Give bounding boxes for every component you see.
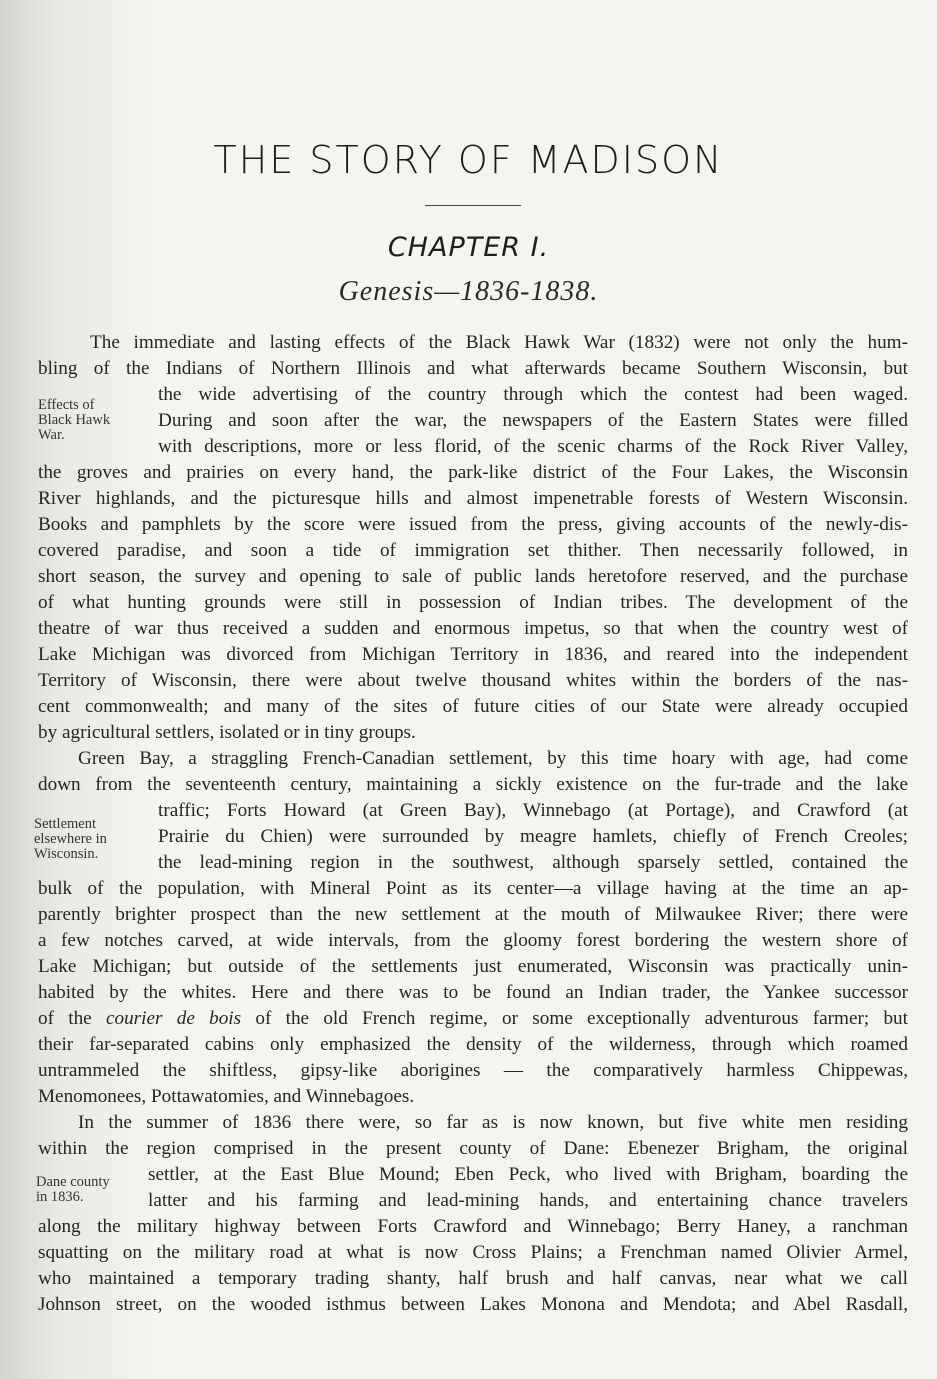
body-line: short season, the survey and opening to sale of public lands heretofore reserved, and the purchase [38, 566, 908, 587]
body-line: Lake Michigan was divorced from Michigan Territory in 1836, and reared into the independent [38, 644, 908, 665]
sidenote-effects-2: Black Hawk [38, 412, 111, 428]
body-line: River highlands, and the picturesque hills and almost impenetrable forests of Western Wisconsin. [38, 488, 908, 509]
body-line: During and soon after the war, the newspapers of the Eastern States were filled [158, 410, 908, 431]
body-line: traffic; Forts Howard (at Green Bay), Winnebago (at Portage), and Crawford (at [158, 800, 908, 821]
body-line: habited by the whites. Here and there was to be found an Indian trader, the Yankee successor [38, 982, 908, 1003]
body-line: squatting on the military road at what is now Cross Plains; a Frenchman named Olivier Armel, [38, 1242, 908, 1263]
body-line: of what hunting grounds were still in possession of Indian tribes. The development of the [38, 592, 908, 613]
sidenote-dane-1: Dane county [36, 1174, 110, 1190]
body-line: Lake Michigan; but outside of the settlements just enumerated, Wisconsin was practically unin- [38, 956, 908, 977]
title-rule [425, 205, 521, 206]
body-line: with descriptions, more or less florid, of the scenic charms of the Rock River Valley, [158, 436, 908, 457]
body-line: In the summer of 1836 there were, so far as is now known, but five white men residing [78, 1112, 908, 1133]
body-line: their far-separated cabins only emphasized the density of the wilderness, through which roamed [38, 1034, 908, 1055]
body-line: the wide advertising of the country through which the contest had been waged. [158, 384, 908, 405]
body-line: a few notches carved, at wide intervals, from the gloomy forest bordering the western shore of [38, 930, 908, 951]
body-line: Menomonees, Pottawatomies, and Winnebagoes. [38, 1086, 415, 1107]
body-line: bling of the Indians of Northern Illinois and what afterwards became Southern Wisconsin, but [38, 358, 908, 379]
sidenote-settlement-1: Settlement [34, 816, 97, 832]
sidenote-settlement-3: Wisconsin. [34, 846, 99, 862]
body-line: Prairie du Chien) were surrounded by meagre hamlets, chiefly of French Creoles; [158, 826, 908, 847]
body-line: cent commonwealth; and many of the sites of future cities of our State were already occupied [38, 696, 908, 717]
chapter-heading: CHAPTER I. [387, 232, 550, 263]
page-title: THE STORY OF MADISON [213, 138, 724, 182]
sidenote-dane-2: in 1836. [36, 1189, 84, 1205]
sidenote-effects-1: Effects of [38, 397, 95, 413]
body-line: covered paradise, and soon a tide of immigration set thither. Then necessarily followed, in [38, 540, 908, 561]
body-line: theatre of war thus received a sudden and enormous impetus, so that when the country west of [38, 618, 908, 639]
sidenote-settlement-2: elsewhere in [34, 831, 107, 847]
body-line: latter and his farming and lead-mining hands, and entertaining chance travelers [148, 1190, 908, 1211]
body-line: untrammeled the shiftless, gipsy-like aborigines — the comparatively harmless Chippewas, [38, 1060, 908, 1081]
body-line: along the military highway between Forts Crawford and Winnebago; Berry Haney, a ranchman [38, 1216, 908, 1237]
body-line: by agricultural settlers, isolated or in tiny groups. [38, 722, 416, 743]
body-line: Territory of Wisconsin, there were about twelve thousand whites within the borders of the nas- [38, 670, 908, 691]
chapter-subtitle: Genesis—1836-1838. [338, 276, 599, 307]
body-line: the lead-mining region in the southwest, although sparsely settled, contained the [158, 852, 908, 873]
body-line: parently brighter prospect than the new settlement at the mouth of Milwaukee River; there were [38, 904, 908, 925]
sidenote-effects-3: War. [38, 427, 65, 443]
body-line: The immediate and lasting effects of the Black Hawk War (1832) were not only the hum- [90, 332, 908, 353]
body-line: Johnson street, on the wooded isthmus between Lakes Monona and Mendota; and Abel Rasdall, [38, 1294, 908, 1315]
body-line: bulk of the population, with Mineral Point as its center—a village having at the time an ap- [38, 878, 908, 899]
body-line: the groves and prairies on every hand, the park-like district of the Four Lakes, the Wisconsin [38, 462, 908, 483]
body-line: of the courier de bois of the old French regime, or some exceptionally adventurous farmer; but [38, 1008, 908, 1029]
body-line: who maintained a temporary trading shanty, half brush and half canvas, near what we call [38, 1268, 908, 1289]
body-line: Green Bay, a straggling French-Canadian settlement, by this time hoary with age, had come [78, 748, 908, 769]
body-line: Books and pamphlets by the score were issued from the press, giving accounts of the newly-dis- [38, 514, 908, 535]
body-line: settler, at the East Blue Mound; Eben Peck, who lived with Brigham, boarding the [148, 1164, 908, 1185]
body-line: within the region comprised in the present county of Dane: Ebenezer Brigham, the original [38, 1138, 908, 1159]
body-line: down from the seventeenth century, maintaining a sickly existence on the fur-trade and the lake [38, 774, 908, 795]
